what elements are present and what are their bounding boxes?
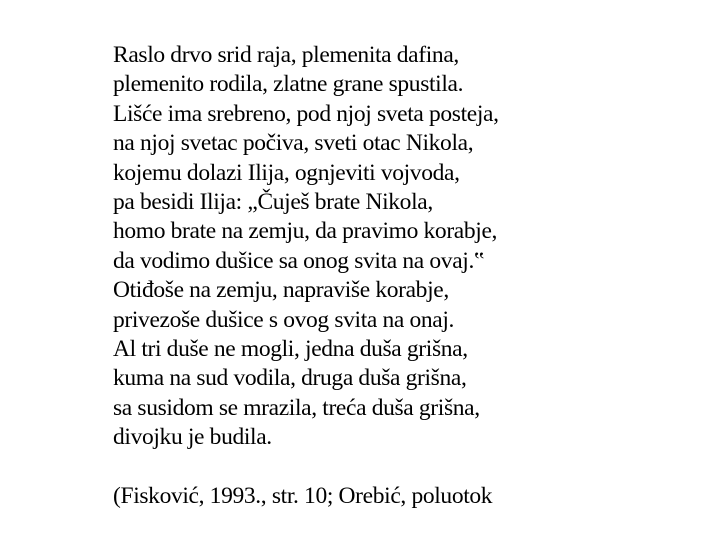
poem-line-13: sa susidom se mrazila, treća duša grišna, bbox=[113, 394, 480, 421]
poem-line-5: kojemu dolazi Ilija, ognjeviti vojvoda, bbox=[113, 159, 460, 186]
poem-line-3: Lišće ima srebreno, pod njoj sveta posteja, bbox=[113, 100, 499, 127]
source-citation: (Fisković, 1993., str. 10; Orebić, poluotok bbox=[113, 482, 493, 509]
poem-line-1: Raslo drvo srid raja, plemenita dafina, bbox=[113, 42, 459, 68]
poem-line-8: da vodimo dušice sa onog svita na ovaj.‟ bbox=[113, 247, 485, 274]
poem-line-2: plemenito rodila, zlatne grane spustila. bbox=[113, 71, 464, 98]
poem-line-7: homo brate na zemju, da pravimo korabje, bbox=[113, 218, 498, 245]
poem-line-12: kuma na sud vodila, druga duša grišna, bbox=[113, 365, 467, 392]
poem-line-6: pa besidi Ilija: „Čuješ brate Nikola, bbox=[113, 188, 433, 215]
poem-line-4: na njoj svetac počiva, sveti otac Nikola, bbox=[113, 130, 474, 157]
poem-line-9: Otiđoše na zemju, napraviše korabje, bbox=[113, 277, 449, 304]
poem-line-14: divojku je budila. bbox=[113, 424, 272, 451]
poem-line-11: Al tri duše ne mogli, jedna duša grišna, bbox=[113, 335, 468, 362]
poem-line-10: privezoše dušice s ovog svita na onaj. bbox=[113, 306, 455, 333]
stanza-gap bbox=[113, 452, 703, 481]
poem-text-block bbox=[113, 41, 703, 511]
